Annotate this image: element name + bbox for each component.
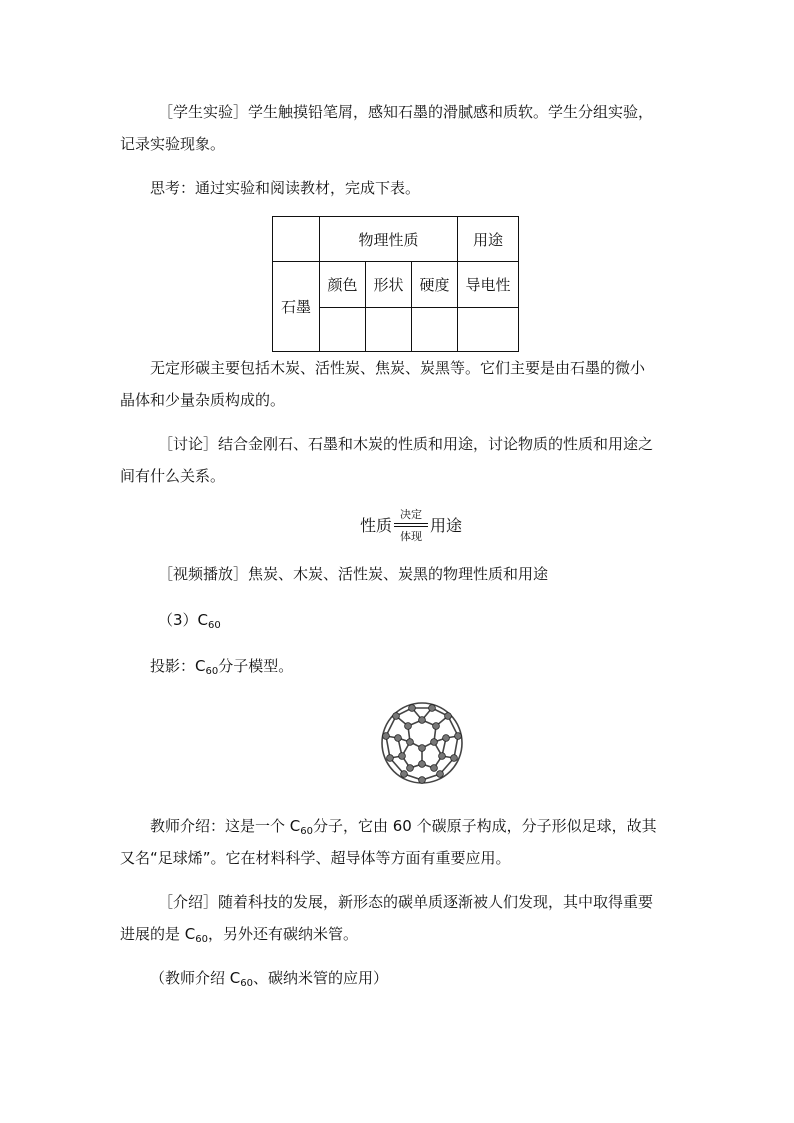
table-blank-cell: [366, 308, 412, 352]
subscript: 60: [195, 934, 208, 945]
properties-table: [272, 216, 519, 352]
text-line: [120, 918, 680, 950]
text-line: 又名“足球烯”。它在材料科学、超导体等方面有重要应用。: [120, 849, 511, 867]
table-col-color: 颜色: [320, 262, 366, 308]
c60-molecule-image: [374, 698, 470, 788]
relation-bottom-label: 体现: [400, 530, 423, 543]
subscript: 60: [205, 666, 219, 677]
text: 分子模型。: [218, 657, 294, 675]
text: 进展的是 C: [120, 925, 196, 943]
table-row-label: 石墨: [273, 262, 320, 352]
text-line: 无定形碳主要包括木炭、活性炭、焦炭、炭黑等。它们主要是由石墨的微小: [150, 359, 646, 377]
relation-left: 性质: [360, 515, 393, 535]
text: 教师介绍：这是一个 C: [150, 817, 301, 835]
text: （教师介绍 C: [150, 969, 241, 987]
paragraph-student-experiment: [120, 96, 680, 160]
paragraph-teacher-intro: [120, 810, 680, 874]
table-empty-cell: [273, 217, 320, 262]
table-header-physical: 物理性质: [320, 217, 458, 262]
subscript: 60: [208, 620, 221, 631]
text: 分子，它由 60 个碳原子构成，分子形似足球，故其: [312, 817, 657, 835]
text-line: 晶体和少量杂质构成的。: [120, 391, 286, 409]
table-col-hardness: 硬度: [412, 262, 458, 308]
text-line: ［介绍］随着科技的发展，新形态的碳单质逐渐被人们发现，其中取得重要: [158, 893, 654, 911]
relation-right: 用途: [430, 515, 463, 535]
paragraph-projection: [120, 650, 710, 682]
text: ，另外还有碳纳米管。: [207, 925, 358, 943]
text: 投影：C: [150, 657, 206, 675]
table-blank-cell: [320, 308, 366, 352]
paragraph-think: 思考：通过实验和阅读教材，完成下表。: [150, 179, 421, 197]
relation-top-label: 决定: [400, 508, 423, 521]
paragraph-teacher-note: [120, 962, 710, 994]
text: （3）C: [158, 611, 209, 629]
paragraph-discussion: [120, 428, 680, 492]
text: 、碳纳米管的应用）: [252, 969, 388, 987]
table-col-shape: 形状: [366, 262, 412, 308]
text-line: [120, 810, 680, 842]
property-use-relation: [360, 504, 462, 544]
table-blank-cell: [458, 308, 519, 352]
relation-arrow: [394, 504, 428, 544]
text-line: 记录实验现象。: [120, 135, 226, 153]
text-line: ［学生实验］学生触摸铅笔屑，感知石墨的滑腻感和质软。学生分组实验，: [158, 103, 654, 121]
subscript: 60: [300, 826, 313, 837]
paragraph-video: ［视频播放］焦炭、木炭、活性炭、炭黑的物理性质和用途: [158, 565, 549, 583]
relation-line-top: [394, 523, 428, 524]
subscript: 60: [240, 978, 253, 989]
text-line: 间有什么关系。: [120, 467, 226, 485]
table-col-conductivity: 导电性: [458, 262, 519, 308]
relation-line-bottom: [394, 526, 428, 527]
text-line: ［讨论］结合金刚石、石墨和木炭的性质和用途，讨论物质的性质和用途之: [158, 435, 654, 453]
paragraph-introduction: [120, 886, 680, 950]
table-header-use: 用途: [458, 217, 519, 262]
table-blank-cell: [412, 308, 458, 352]
section-heading-c60: [120, 604, 718, 636]
paragraph-amorphous-carbon: [120, 352, 680, 416]
